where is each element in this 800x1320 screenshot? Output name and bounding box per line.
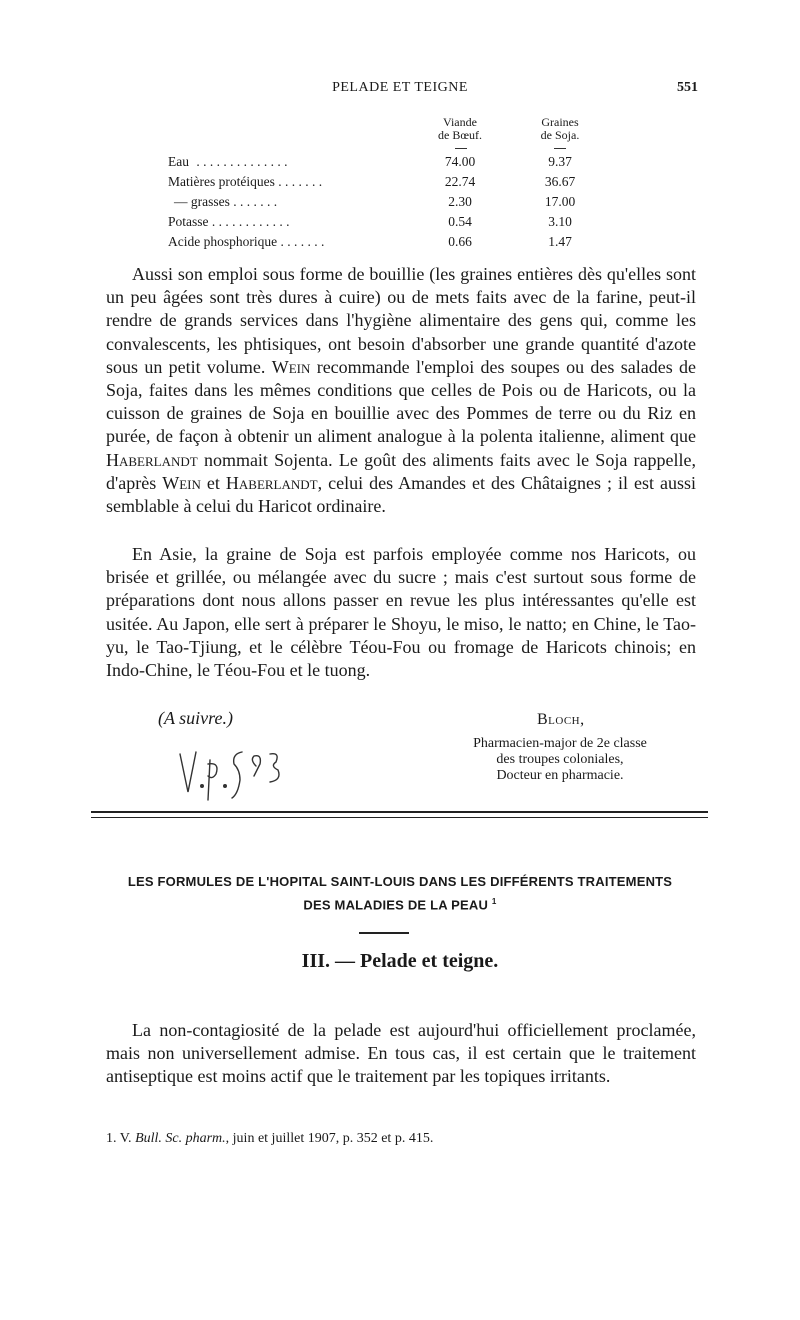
- author-credentials: Pharmacien-major de 2e classe des troupes coloniales, Docteur en pharmacie.: [473, 736, 647, 783]
- short-divider: [359, 932, 409, 934]
- divider-rule: [91, 811, 708, 813]
- leader-dots: Matières protéiques . . . . . . .: [168, 174, 323, 189]
- footnote-ref: 1: [491, 897, 497, 906]
- running-header: PELADE ET TEIGNE: [332, 80, 468, 95]
- body-paragraph-1: Aussi son emploi sous forme de bouillie (les graines entières dès qu'elles sont un peu âgées sont très dures à cuire) ou de mets faits avec de la farine, peut-il rendre de grands services dans l'hygiène alimentaire des gens qui, comme les convalescents, les phtisiques, ont besoin d'absorber une grande quantité d'azote sous un petit volume. Wein recommande l'emploi des soupes ou des salades de Soja, faites dans les mêmes conditions que celles de Pois ou de Haricots, ou la cuisson de graines de Soja en bouillie avec des Pommes de terre ou du Riz en purée, de façon à obtenir un aliment analogue à la polenta italienne, aliment que Haberlandt nommait Sojenta. Le goût des aliments faits avec le Soja rappelle, d'après Wein et Haberlandt, celui des Amandes et des Châtaignes ; il est aussi semblable à celui du Haricot ordinaire.: [106, 264, 697, 517]
- leader-dots: Potasse . . . . . . . . . . . .: [168, 214, 290, 229]
- section-heading: III. — Pelade et teigne.: [301, 950, 499, 972]
- author-name: Haberlandt: [225, 472, 318, 493]
- cell-soja: 1.47: [548, 234, 572, 249]
- cell-viande: 2.30: [448, 194, 472, 209]
- journal-title: Bull. Sc. pharm.: [135, 1131, 226, 1146]
- cell-soja: 17.00: [544, 194, 576, 209]
- table-row: [168, 152, 608, 172]
- author-name: Wein: [162, 472, 201, 493]
- handwritten-note-mark: [170, 742, 290, 802]
- a-suivre: (A suivre.): [158, 708, 233, 728]
- col-dash: [455, 148, 467, 149]
- cell-viande: 0.66: [448, 234, 472, 249]
- section-paragraph: La non-contagiosité de la pelade est aujourd'hui officiellement proclamée, mais non universellement admise. En tous cas, il est certain que le traitement antiseptique est moins actif que le traitement par les topiques irritants.: [106, 1020, 696, 1087]
- author-signature: Bloch,: [537, 711, 585, 728]
- table-row: [168, 172, 608, 192]
- cell-soja: 3.10: [548, 214, 572, 229]
- leader-dots: — grasses . . . . . . .: [174, 194, 278, 209]
- cell-soja: 36.67: [544, 174, 576, 189]
- table-row: [168, 232, 608, 252]
- footnote: 1. V. Bull. Sc. pharm., juin et juillet 1907, p. 352 et p. 415.: [106, 1131, 434, 1146]
- divider-rule: [91, 817, 708, 818]
- author-name: Wein: [271, 356, 311, 377]
- col-header-soja: Graines de Soja.: [540, 115, 580, 142]
- author-name: Haberlandt: [106, 449, 198, 470]
- body-paragraph-2: En Asie, la graine de Soja est parfois employée comme nos Haricots, ou brisée et grillée, ou mélangée avec du sucre ; mais c'est surtout sous forme de préparations dont nous allons passer en revue les plus intéressantes qu'elle est usitée. Au Japon, elle sert à préparer le Shoyu, le miso, le natto; en Chine, le Tao-yu, le Tao-Tjiung, et le célèbre Téou-Fou ou fromage de Haricots chinois; en Indo-Chine, le Téou-Fou et le tuong.: [106, 544, 696, 681]
- leader-dots: Eau . . . . . . . . . . . . . .: [168, 154, 288, 169]
- cell-viande: 74.00: [444, 154, 476, 169]
- section-title: LES FORMULES DE L'HOPITAL SAINT-LOUIS DANS LES DIFFÉRENTS TRAITEMENTS DES MALADIES DE LA PEAU $^1$: [127, 874, 673, 913]
- page-number: 551: [677, 80, 698, 95]
- cell-soja: 9.37: [548, 154, 572, 169]
- leader-dots: Acide phosphorique . . . . . . .: [168, 234, 325, 249]
- cell-viande: 22.74: [444, 174, 476, 189]
- table-row: [168, 212, 608, 232]
- cell-viande: 0.54: [448, 214, 472, 229]
- col-header-viande: Viande de Bœuf.: [438, 115, 482, 142]
- table-row: [168, 192, 608, 212]
- col-dash: [554, 148, 566, 149]
